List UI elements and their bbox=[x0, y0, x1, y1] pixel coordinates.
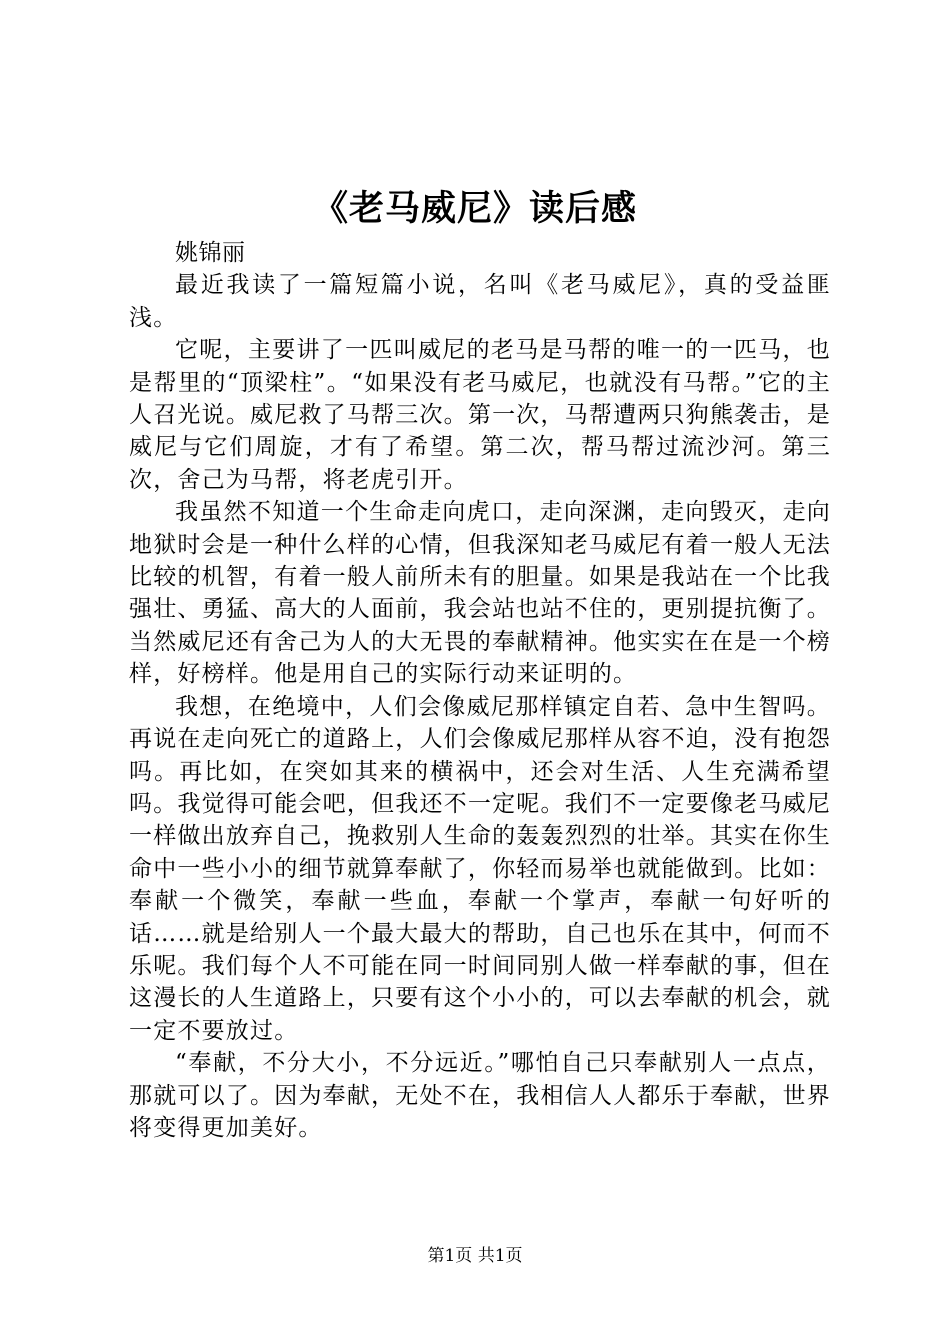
document-title: 《老马威尼》读后感 bbox=[312, 188, 637, 229]
paragraph-5: “奉献，不分大小，不分远近。”哪怕自己只奉献别人一点点，那就可以了。因为奉献，无处不在，我相信人人都乐于奉献，世界将变得更加美好。 bbox=[129, 1050, 831, 1141]
author-name: 姚锦丽 bbox=[175, 240, 246, 266]
paragraph-2: 它呢，主要讲了一匹叫威尼的老马是马帮的唯一的一匹马，也是帮里的“顶梁柱”。“如果没有老马威尼，也就没有马帮。”它的主人召光说。威尼救了马帮三次。第一次，马帮遭两只狗熊袭击，是威尼与它们周旋，才有了希望。第二次，帮马帮过流沙河。第三次，舍己为马帮，将老虎引开。 bbox=[129, 337, 831, 493]
paragraph-1: 最近我读了一篇短篇小说，名叫《老马威尼》，真的受益匪浅。 bbox=[129, 272, 831, 331]
paragraph-3: 我虽然不知道一个生命走向虎口，走向深渊，走向毁灭，走向地狱时会是一种什么样的心情，但我深知老马威尼有着一般人无法比较的机智，有着一般人前所未有的胆量。如果是我站在一个比我强壮、勇猛、高大的人面前，我会站也站不住的，更别提抗衡了。当然威尼还有舍己为人的大无畏的奉献精神。他实实在在是一个榜样，好榜样。他是用自己的实际行动来证明的。 bbox=[129, 499, 831, 688]
paragraph-4: 我想，在绝境中，人们会像威尼那样镇定自若、急中生智吗。再说在走向死亡的道路上，人们会像威尼那样从容不迫，没有抱怨吗。再比如，在突如其来的横祸中，还会对生活、人生充满希望吗。我觉得可能会吧，但我还不一定呢。我们不一定要像老马威尼一样做出放弃自己，挽救别人生命的轰轰烈烈的壮举。其实在你生命中一些小小的细节就算奉献了，你轻而易举也就能做到。比如：奉献一个微笑，奉献一些血，奉献一个掌声，奉献一句好听的话……就是给别人一个最大最大的帮助，自己也乐在其中，何而不乐呢。我们每个人不可能在同一时间同别人做一样奉献的事，但在这漫长的人生道路上，只要有这个小小的，可以去奉献的机会，就一定不要放过。 bbox=[129, 693, 831, 1044]
page-number-footer: 第1页 共1页 bbox=[427, 1246, 523, 1266]
document-body bbox=[129, 237, 831, 1144]
